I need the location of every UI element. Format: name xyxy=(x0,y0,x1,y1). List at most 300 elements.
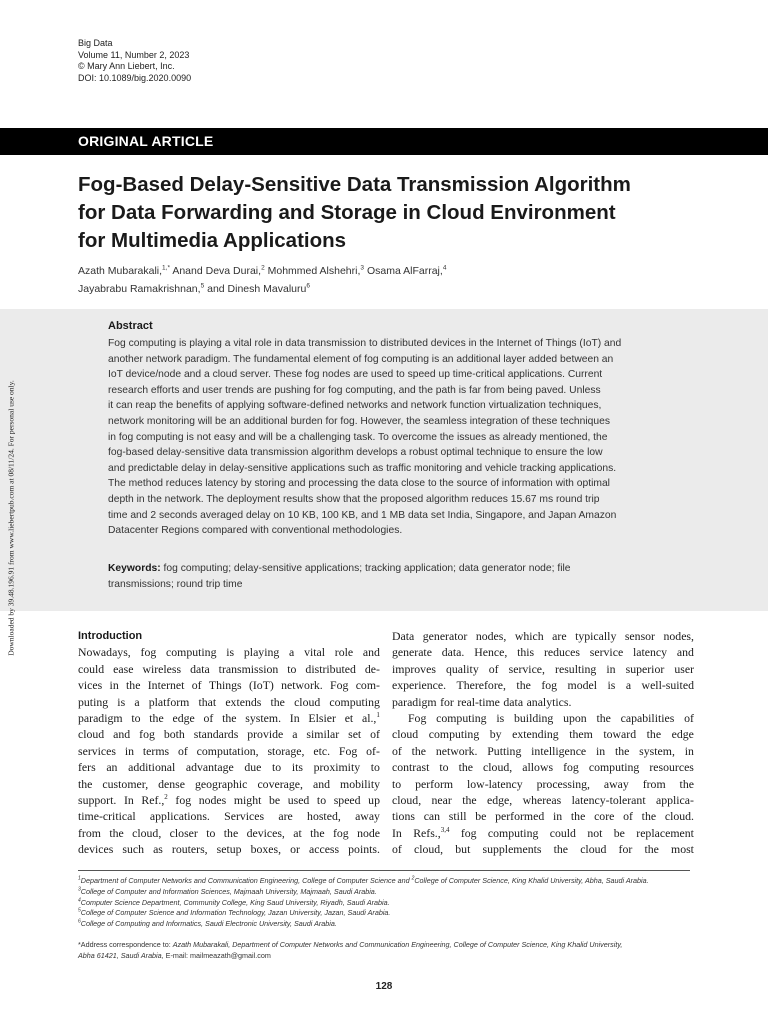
body-word: edge, xyxy=(486,792,513,807)
body-word: of xyxy=(191,678,202,693)
body-word: improves xyxy=(392,661,436,676)
body-column-right xyxy=(392,628,694,857)
body-word: Data xyxy=(392,629,415,643)
body-word: the xyxy=(149,710,164,725)
body-word: in xyxy=(684,743,694,758)
body-word: fog xyxy=(460,825,477,840)
affiliation-mark: 6 xyxy=(78,918,81,925)
affiliations xyxy=(78,876,649,930)
body-word: capabilities xyxy=(620,710,675,725)
body-word: etc. xyxy=(313,743,331,758)
body-word: supplements xyxy=(482,842,542,857)
body-word: cloud. xyxy=(664,809,694,824)
body-column-left xyxy=(78,628,380,857)
article-type-label: ORIGINAL ARTICLE xyxy=(78,133,214,149)
body-word: system. xyxy=(245,710,282,725)
body-word: a xyxy=(292,727,298,742)
body-word: Putting xyxy=(487,743,522,758)
journal-volume: Volume 11, Number 2, 2023 xyxy=(78,49,190,60)
body-word: network. xyxy=(435,743,478,758)
body-word: due xyxy=(244,760,262,775)
body-word: service xyxy=(589,645,624,660)
body-line xyxy=(392,825,694,841)
affiliation-text: Department of Computer Networks and Communication Engineering, College of Computer Science and xyxy=(80,876,412,885)
body-line xyxy=(392,661,694,677)
body-word: reduces xyxy=(543,645,580,660)
author-name: Azath Mubarakali, xyxy=(78,265,163,277)
correspondence-line xyxy=(78,940,622,951)
body-word: but xyxy=(455,842,471,857)
affiliation-text: College of Computer Science and Information Technology, Jazan University, Jazan, Saudi Arabia. xyxy=(80,908,391,918)
author-name: Jayabrabu Ramakrishnan, xyxy=(78,283,201,295)
body-word: are xyxy=(278,809,293,824)
body-line xyxy=(392,776,694,792)
body-word: Elsier xyxy=(308,710,336,725)
body-word: for xyxy=(440,694,454,709)
body-word: to xyxy=(206,825,216,840)
body-line xyxy=(392,694,694,710)
body-word: Refs.,$^{3,4}$ xyxy=(413,825,450,840)
author-name: Mohmmed Alshehri, xyxy=(264,265,361,277)
body-word: its xyxy=(291,760,303,775)
introduction-heading: Introduction xyxy=(78,630,143,642)
journal-header xyxy=(78,38,191,84)
body-word: analytics. xyxy=(526,694,572,709)
body-word: closer xyxy=(169,825,198,840)
title-line: for Multimedia Applications xyxy=(78,229,347,252)
journal-doi: DOI: 10.1089/big.2020.0090 xyxy=(78,72,192,83)
body-word: network. xyxy=(281,678,323,693)
author-name: Osama AlFarraj, xyxy=(364,265,443,277)
body-word: applications. xyxy=(149,809,210,824)
body-word: of xyxy=(392,743,402,758)
body-word: to xyxy=(370,760,380,775)
body-word: Fog xyxy=(338,743,358,758)
affiliation-mark: 1 xyxy=(78,875,81,882)
body-word: them xyxy=(569,727,593,742)
body-word: fog xyxy=(140,645,157,660)
body-word: similar xyxy=(306,727,340,742)
title-line: Fog-Based Delay-Sensitive Data Transmission Algorithm xyxy=(78,173,631,196)
body-word: vital xyxy=(304,645,326,660)
body-word: et xyxy=(344,710,354,725)
body-word: transmission xyxy=(218,661,279,676)
body-word: sensor xyxy=(624,629,655,643)
body-word: terms xyxy=(142,743,170,758)
body-word: cloud xyxy=(392,727,419,742)
body-word: processing, xyxy=(536,776,590,791)
affiliation-line xyxy=(78,919,649,930)
body-line xyxy=(392,841,694,857)
author-affil-mark: 4 xyxy=(442,264,447,272)
footnote-divider xyxy=(78,870,690,871)
body-word: the xyxy=(679,776,694,791)
body-line xyxy=(392,792,694,808)
body-word: computing xyxy=(436,710,487,725)
body-line xyxy=(78,759,380,775)
body-line xyxy=(78,808,380,824)
affiliation-text: College of Computer and Information Sciences, Majmaah University, Majmaah, Saudi Arabia. xyxy=(80,886,377,896)
affiliation-mark: 2 xyxy=(411,875,415,882)
body-word: distributed xyxy=(305,661,356,676)
affiliation-mark: 4 xyxy=(78,897,81,904)
body-word: coverage, xyxy=(257,776,303,791)
correspondence-prefix: *Address correspondence to: xyxy=(78,940,173,949)
body-word: latency xyxy=(633,645,668,660)
affiliation-text: College of Computing and Informatics, Saudi Electronic University, Saudi Arabia. xyxy=(80,919,337,929)
abstract-heading: Abstract xyxy=(108,320,153,332)
correspondence xyxy=(78,940,622,962)
body-word: boxes, xyxy=(250,842,282,857)
body-word: wireless xyxy=(142,661,182,676)
body-word: tions xyxy=(392,809,415,824)
body-word: an xyxy=(106,760,118,775)
body-word: replacement xyxy=(636,825,694,840)
body-word: support. xyxy=(78,792,117,807)
body-word: to xyxy=(131,710,141,725)
body-word: generator xyxy=(422,629,468,643)
body-word: Services xyxy=(224,809,265,824)
correspondence-address: Abha 61421, Saudi Arabia, xyxy=(78,950,164,960)
body-word: is xyxy=(117,694,126,709)
body-word: nodes, xyxy=(663,629,694,643)
body-word: that xyxy=(198,694,217,709)
body-word: intelligence xyxy=(531,743,587,758)
keywords xyxy=(108,561,668,593)
body-word: time-critical xyxy=(78,809,136,824)
body-word: cloud xyxy=(78,727,105,742)
body-word: computing xyxy=(588,760,640,775)
body-word: fog xyxy=(541,678,558,693)
body-word: allows xyxy=(522,760,554,775)
affiliation-line xyxy=(78,887,649,898)
body-word: perform xyxy=(415,776,454,791)
body-line xyxy=(78,726,380,742)
download-note: Downloaded by 39.48.196.91 from www.liebertpub.com at 08/11/24. For personal use only. xyxy=(6,380,16,656)
body-line xyxy=(78,644,380,660)
body-word: of xyxy=(203,710,214,725)
article-title xyxy=(78,171,718,255)
body-word: could xyxy=(78,661,105,676)
body-line xyxy=(392,743,694,759)
body-word: service, xyxy=(508,661,545,676)
body-word: geographic xyxy=(195,776,248,791)
affiliation-line xyxy=(78,908,649,919)
body-word: the xyxy=(570,809,586,824)
body-word: real-time xyxy=(457,694,500,709)
body-word: fog xyxy=(563,760,579,775)
body-word: contrast xyxy=(392,760,430,775)
body-word: performed xyxy=(495,809,545,824)
body-word: is xyxy=(226,645,235,660)
affiliation-mark: 3 xyxy=(78,886,81,893)
body-line xyxy=(392,808,694,824)
correspondence-line xyxy=(78,951,622,962)
body-word: to xyxy=(272,760,282,775)
affiliation-line xyxy=(78,898,649,909)
body-word: data xyxy=(190,661,210,676)
body-word: low-latency xyxy=(467,776,523,791)
body-word: to xyxy=(316,792,327,807)
body-word: typically xyxy=(575,629,617,643)
body-word: computation, xyxy=(196,743,259,758)
body-line xyxy=(78,776,380,792)
affiliation-line xyxy=(78,876,649,887)
abstract-line: fog-based delay-sensitive data transmission algorithm develops a robust optimal technique to ensure the low xyxy=(108,447,603,459)
author-affil-mark: 5 xyxy=(200,282,205,290)
affiliation-mark: 5 xyxy=(78,908,81,914)
body-word: access xyxy=(308,842,340,857)
body-word: storage, xyxy=(267,743,305,758)
abstract-line: time and 2 seconds averaged delay on 10 KB, 100 KB, and 1 MB data set India, Singapore, and Japan Amazon xyxy=(108,509,617,521)
body-word: the xyxy=(222,710,237,725)
abstract-body xyxy=(108,336,668,539)
body-word: nodes, xyxy=(475,629,507,643)
body-word: of xyxy=(177,743,188,758)
body-word: model xyxy=(567,678,598,693)
body-word: from xyxy=(78,825,101,840)
body-word: node xyxy=(357,825,380,840)
page-number: 128 xyxy=(375,981,393,992)
body-word: puting xyxy=(78,694,109,709)
body-word: fog xyxy=(139,727,155,742)
author-affil-mark: 6 xyxy=(306,282,310,290)
body-word: points. xyxy=(348,842,380,857)
body-word: from xyxy=(642,776,666,791)
body-word: edge xyxy=(172,710,195,725)
body-word: paradigm xyxy=(78,710,123,725)
body-word: hosted, xyxy=(307,809,341,824)
body-word: fers xyxy=(78,760,96,775)
body-word: standards xyxy=(193,727,239,742)
body-word: resources xyxy=(649,760,694,775)
body-word: vices xyxy=(78,678,103,693)
body-word: cloud, xyxy=(483,760,513,775)
body-word: well-suited xyxy=(641,678,694,693)
body-word: In xyxy=(123,792,134,807)
body-word: might xyxy=(233,792,262,807)
body-word: additional xyxy=(128,760,176,775)
body-word: extends xyxy=(225,694,262,709)
body-word: Ref.,$^2$ xyxy=(141,792,168,807)
body-word: the xyxy=(641,809,657,824)
body-word: of xyxy=(370,727,380,742)
journal-copyright: © Mary Ann Liebert, Inc. xyxy=(78,61,175,71)
body-line xyxy=(392,677,694,693)
body-word: and xyxy=(362,645,380,660)
body-word: cloud, xyxy=(413,842,444,857)
body-word: and xyxy=(312,776,331,791)
body-word: the xyxy=(126,678,141,693)
body-word: the xyxy=(462,792,477,807)
body-word: quality xyxy=(445,661,479,676)
body-word: and xyxy=(676,645,694,660)
body-word: de- xyxy=(364,661,380,676)
body-word: Therefore, xyxy=(456,678,506,693)
author-name: and Dinesh Mavaluru xyxy=(204,283,307,295)
body-line xyxy=(78,677,380,693)
body-word: used xyxy=(287,792,310,807)
body-word: generate xyxy=(392,645,432,660)
body-word: cloud xyxy=(580,842,607,857)
body-word: still xyxy=(448,809,467,824)
body-word: advantage xyxy=(185,760,234,775)
body-line xyxy=(78,694,380,710)
body-word: is xyxy=(607,678,616,693)
body-word: near xyxy=(431,792,452,807)
body-word: computing xyxy=(329,694,380,709)
body-word: upon xyxy=(563,710,587,725)
body-word: core xyxy=(594,809,615,824)
abstract-line: network monitoring will be an additional burden for fog. However, the seamless integration of these techniques xyxy=(108,415,610,427)
body-word: extending xyxy=(512,727,559,742)
body-word: role xyxy=(334,645,354,660)
body-word: al.,$^1$ xyxy=(361,710,380,725)
body-word: set xyxy=(348,727,362,742)
body-word: in xyxy=(109,678,119,693)
body-word: which xyxy=(514,629,544,643)
body-word: not xyxy=(587,825,603,840)
body-word: most xyxy=(671,842,694,857)
body-word: the xyxy=(516,678,531,693)
body-word: nodes xyxy=(198,792,227,807)
body-word: to xyxy=(287,661,297,676)
abstract-line: depth in the network. The deployment results show that the proposed algorithm reduces 15.67 ms round trip xyxy=(108,493,600,505)
body-word: at xyxy=(293,825,302,840)
body-word: the xyxy=(411,743,427,758)
author-affil-mark: 1,* xyxy=(162,264,170,272)
abstract-line: Datacenter Regions compared with conventional methodologies. xyxy=(108,525,403,537)
body-line xyxy=(392,628,694,644)
body-word: Fog xyxy=(408,710,427,725)
body-word: latency-tolerant xyxy=(571,792,646,807)
body-word: up xyxy=(368,792,380,807)
body-word: customer, xyxy=(102,776,149,791)
body-word: and xyxy=(113,727,131,742)
body-word: cloud, xyxy=(132,825,162,840)
body-word: as xyxy=(153,842,163,857)
body-word: fog xyxy=(175,792,192,807)
abstract-line: in fog computing is not easy and will be a challenging task. To overcome the issues as already mentioned, the xyxy=(108,431,608,443)
body-line xyxy=(78,841,380,857)
body-word: edge xyxy=(671,727,694,742)
body-word: superior xyxy=(625,661,665,676)
body-word: the xyxy=(270,694,285,709)
affiliation-text: Computer Science Department, Community College, King Saud University, Riyadh, Saudi Arabia. xyxy=(80,897,390,907)
body-word: ease xyxy=(113,661,134,676)
body-word: of xyxy=(392,842,402,857)
body-word: is xyxy=(496,710,505,725)
body-word: Nowadays, xyxy=(78,645,131,660)
citation-mark: 2 xyxy=(164,792,168,801)
author-affil-mark: 3 xyxy=(360,264,365,272)
body-word: building xyxy=(514,710,554,725)
body-word: be xyxy=(613,825,625,840)
body-word: (IoT) xyxy=(248,678,274,693)
body-word: speed xyxy=(333,792,361,807)
body-word: playing xyxy=(243,645,280,660)
author-line xyxy=(78,280,446,298)
body-word: paradigm xyxy=(392,694,437,709)
body-word: this xyxy=(517,645,535,660)
keywords-line xyxy=(108,561,668,577)
body-word: the xyxy=(78,776,93,791)
body-word: away xyxy=(603,776,629,791)
body-word: Internet xyxy=(147,678,185,693)
body-word: a xyxy=(289,645,295,660)
abstract-line: research efforts and user trends are pushing for fog computing, and the path is far from being paved. Unless xyxy=(108,384,601,396)
body-word: resulting xyxy=(555,661,597,676)
body-word: Fog xyxy=(330,678,349,693)
author-affil-mark: 2 xyxy=(261,264,265,272)
body-word: computing xyxy=(487,825,539,840)
citation-mark: 3,4 xyxy=(440,825,450,834)
body-line xyxy=(392,759,694,775)
body-word: the xyxy=(614,743,630,758)
body-word: the xyxy=(458,760,474,775)
body-word: to xyxy=(439,760,449,775)
body-word: services xyxy=(78,743,116,758)
journal-name: Big Data xyxy=(78,38,113,48)
body-word: platform xyxy=(148,694,190,709)
body-word: cloud, xyxy=(392,792,422,807)
body-word: in xyxy=(552,809,563,824)
body-word: such xyxy=(122,842,145,857)
body-word: Things xyxy=(208,678,242,693)
body-word: the xyxy=(646,727,662,742)
body-line xyxy=(78,710,380,726)
body-word: cloud xyxy=(294,694,321,709)
body-word: in xyxy=(606,661,616,676)
body-word: data. xyxy=(441,645,465,660)
body-word: setup xyxy=(216,842,242,857)
author-list xyxy=(78,262,446,298)
body-word: provide xyxy=(247,727,284,742)
abstract-line: and predictable delay in delay-sensitive applications such as traffic monitoring and vehicle tracking applications. xyxy=(108,462,617,474)
body-line xyxy=(78,825,380,841)
author-name: Anand Deva Durai, xyxy=(170,265,262,277)
body-word: whereas xyxy=(522,792,562,807)
abstract-line: it can reap the benefits of applying software-defined networks and network function virtualization techniques, xyxy=(108,400,602,412)
body-word: of xyxy=(684,710,694,725)
body-word: the xyxy=(644,842,659,857)
body-word: both xyxy=(163,727,185,742)
body-word: fog xyxy=(332,825,349,840)
body-word: in xyxy=(595,743,606,758)
abstract-line: Fog computing is playing a vital role in data transmission to distributed devices in the Internet of Things (IoT) and xyxy=(108,338,622,349)
body-word: in xyxy=(124,743,135,758)
keywords-text: fog computing; delay-sensitive applications; tracking application; data generator node; file xyxy=(163,563,571,574)
body-word: the xyxy=(223,825,239,840)
article-type-banner xyxy=(0,128,768,155)
body-word: computing xyxy=(166,645,217,660)
body-word: In xyxy=(289,710,300,725)
keywords-label: Keywords: xyxy=(108,563,161,574)
body-word: be xyxy=(475,809,487,824)
body-word: devices xyxy=(78,842,114,857)
body-word: could xyxy=(549,825,576,840)
body-word: com- xyxy=(355,678,380,693)
body-word: dense xyxy=(158,776,186,791)
body-word: computing xyxy=(428,727,480,742)
body-word: routers, xyxy=(171,842,208,857)
title-line: for Data Forwarding and Storage in Cloud Environment xyxy=(78,201,616,224)
body-word: the xyxy=(553,842,569,857)
body-word: a xyxy=(134,694,140,709)
body-word: are xyxy=(552,629,567,643)
correspondence-email: E-mail: mailmeazath@gmail.com xyxy=(163,950,271,960)
body-word: the xyxy=(596,710,611,725)
